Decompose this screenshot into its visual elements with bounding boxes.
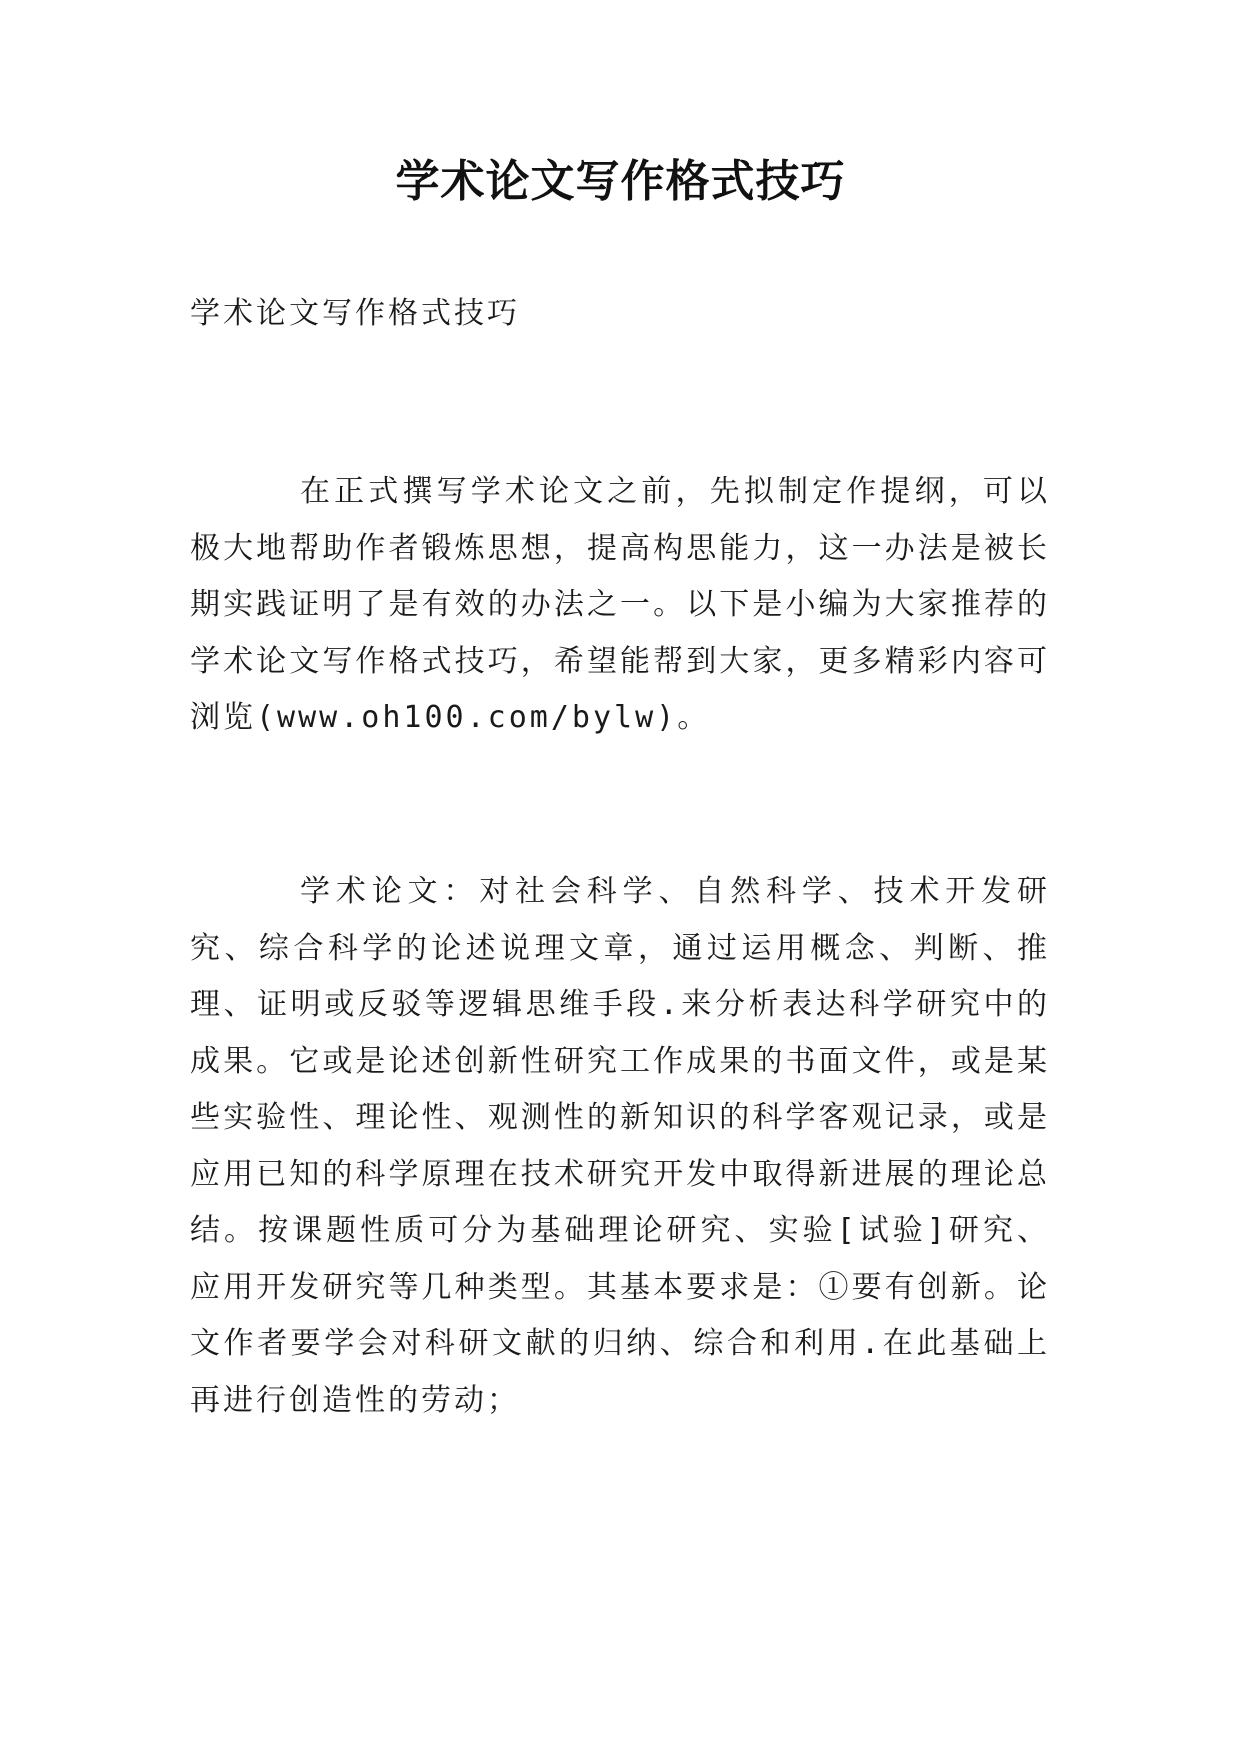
document-subtitle: 学术论文写作格式技巧 [190, 296, 520, 331]
paragraph-definition: 学术论文：对社会科学、自然科学、技术开发研究、综合科学的论述说理文章，通过运用概念、判断、推理、证明或反驳等逻辑思维手段.来分析表达科学研究中的成果。它或是论述创新性研究工作成果的书面文件，或是某些实验性、理论性、观测性的新知识的科学客观记录，或是应用已知的科学原理在技术研究开发中取得新进展的理论总结。按课题性质可分为基础理论研究、实验[试验]研究、应用开发研究等几种类型。其基本要求是：①要有创新。论文作者要学会对科研文献的归纳、综合和利用.在此基础上再进行创造性的劳动； [190, 874, 1050, 1418]
document-title: 学术论文写作格式技巧 [395, 156, 846, 207]
paragraph-intro: 在正式撰写学术论文之前，先拟制定作提纲，可以极大地帮助作者锻炼思想，提高构思能力，这一办法是被长期实践证明了是有效的办法之一。以下是小编为大家推荐的学术论文写作格式技巧，希望能帮到大家，更多精彩内容可浏览(www.oh100.com/bylw)。 [190, 474, 1050, 735]
